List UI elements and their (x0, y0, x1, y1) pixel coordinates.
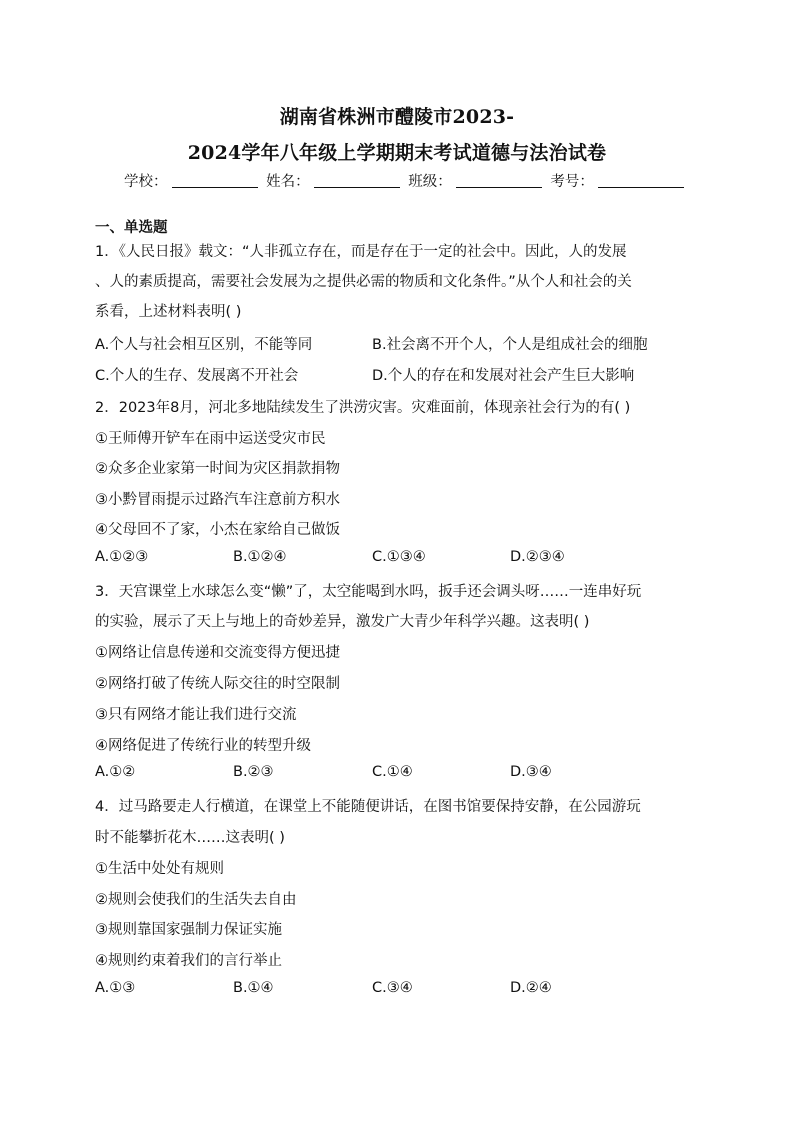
question-3-line: 3．天宫课堂上水球怎么变“懒”了，太空能喝到水吗，扳手还会调头呀……一连串好玩 (95, 584, 642, 600)
question-4-option-a[interactable]: A.①③ (95, 980, 136, 996)
question-3-option-c[interactable]: C.①④ (372, 764, 413, 780)
student-info-row (124, 170, 688, 191)
question-3-statement: ①网络让信息传递和交流变得方便迅捷 (95, 645, 340, 661)
question-3-option-b[interactable]: B.②③ (233, 764, 274, 780)
question-4-statement: ②规则会使我们的生活失去自由 (95, 892, 297, 908)
question-3-statement: ②网络打破了传统人际交往的时空限制 (95, 676, 340, 692)
question-2-statement: ④父母回不了家，小杰在家给自己做饭 (95, 522, 340, 538)
question-3-statement: ③只有网络才能让我们进行交流 (95, 707, 297, 723)
question-1-option-d[interactable]: D.个人的存在和发展对社会产生巨大影响 (372, 368, 635, 384)
question-3-option-a[interactable]: A.①② (95, 764, 136, 780)
id-blank[interactable] (598, 171, 684, 188)
question-4-line: 4．过马路要走人行横道，在课堂上不能随便讲话，在图书馆要保持安静，在公园游玩 (95, 799, 641, 815)
question-2-line: 2．2023年8月，河北多地陆续发生了洪涝灾害。灾难面前，体现亲社会行为的有( ) (95, 400, 631, 416)
class-blank[interactable] (456, 171, 542, 188)
class-label: 班级： (408, 174, 452, 190)
question-1-line: 1．《人民日报》载文：“人非孤立存在，而是存在于一定的社会中。因此，人的发展 (95, 244, 627, 260)
question-3-option-d[interactable]: D.③④ (510, 764, 552, 780)
question-3-line: 的实验，展示了天上与地上的奇妙差异，激发广大青少年科学兴趣。这表明( ) (95, 614, 590, 630)
question-4-option-c[interactable]: C.③④ (372, 980, 413, 996)
question-2-option-c[interactable]: C.①③④ (372, 549, 426, 565)
question-1-option-b[interactable]: B.社会离不开个人，个人是组成社会的细胞 (372, 337, 648, 353)
exam-title-line2: 2024学年八年级上学期期末考试道德与法治试卷 (187, 142, 607, 164)
question-1-line: 系看，上述材料表明( ) (95, 304, 242, 320)
exam-title-line1: 湖南省株洲市醴陵市2023- (279, 106, 515, 128)
section-title: 一、单选题 (95, 220, 168, 236)
school-blank[interactable] (172, 171, 258, 188)
question-1-option-a[interactable]: A.个人与社会相互区别，不能等同 (95, 337, 313, 353)
question-2-statement: ①王师傅开铲车在雨中运送受灾市民 (95, 431, 326, 447)
question-2-option-d[interactable]: D.②③④ (510, 549, 565, 565)
question-4-statement: ④规则约束着我们的言行举止 (95, 953, 282, 969)
question-4-statement: ①生活中处处有规则 (95, 861, 224, 877)
question-4-option-d[interactable]: D.②④ (510, 980, 552, 996)
question-4-statement: ③规则靠国家强制力保证实施 (95, 922, 282, 938)
name-blank[interactable] (314, 171, 400, 188)
question-2-option-b[interactable]: B.①②④ (233, 549, 287, 565)
question-3-statement: ④网络促进了传统行业的转型升级 (95, 738, 311, 754)
question-1-option-c[interactable]: C.个人的生存、发展离不开社会 (95, 368, 299, 384)
question-2-option-a[interactable]: A.①②③ (95, 549, 149, 565)
question-4-line: 时不能攀折花木……这表明( ) (95, 830, 285, 846)
name-label: 姓名： (266, 174, 310, 190)
question-4-option-b[interactable]: B.①④ (233, 980, 274, 996)
question-1-line: 、人的素质提高，需要社会发展为之提供必需的物质和文化条件。”从个人和社会的关 (95, 274, 632, 290)
question-2-statement: ③小黔冒雨提示过路汽车注意前方积水 (95, 492, 340, 508)
id-label: 考号： (550, 174, 594, 190)
school-label: 学校： (124, 174, 168, 190)
question-2-statement: ②众多企业家第一时间为灾区捐款捐物 (95, 461, 340, 477)
